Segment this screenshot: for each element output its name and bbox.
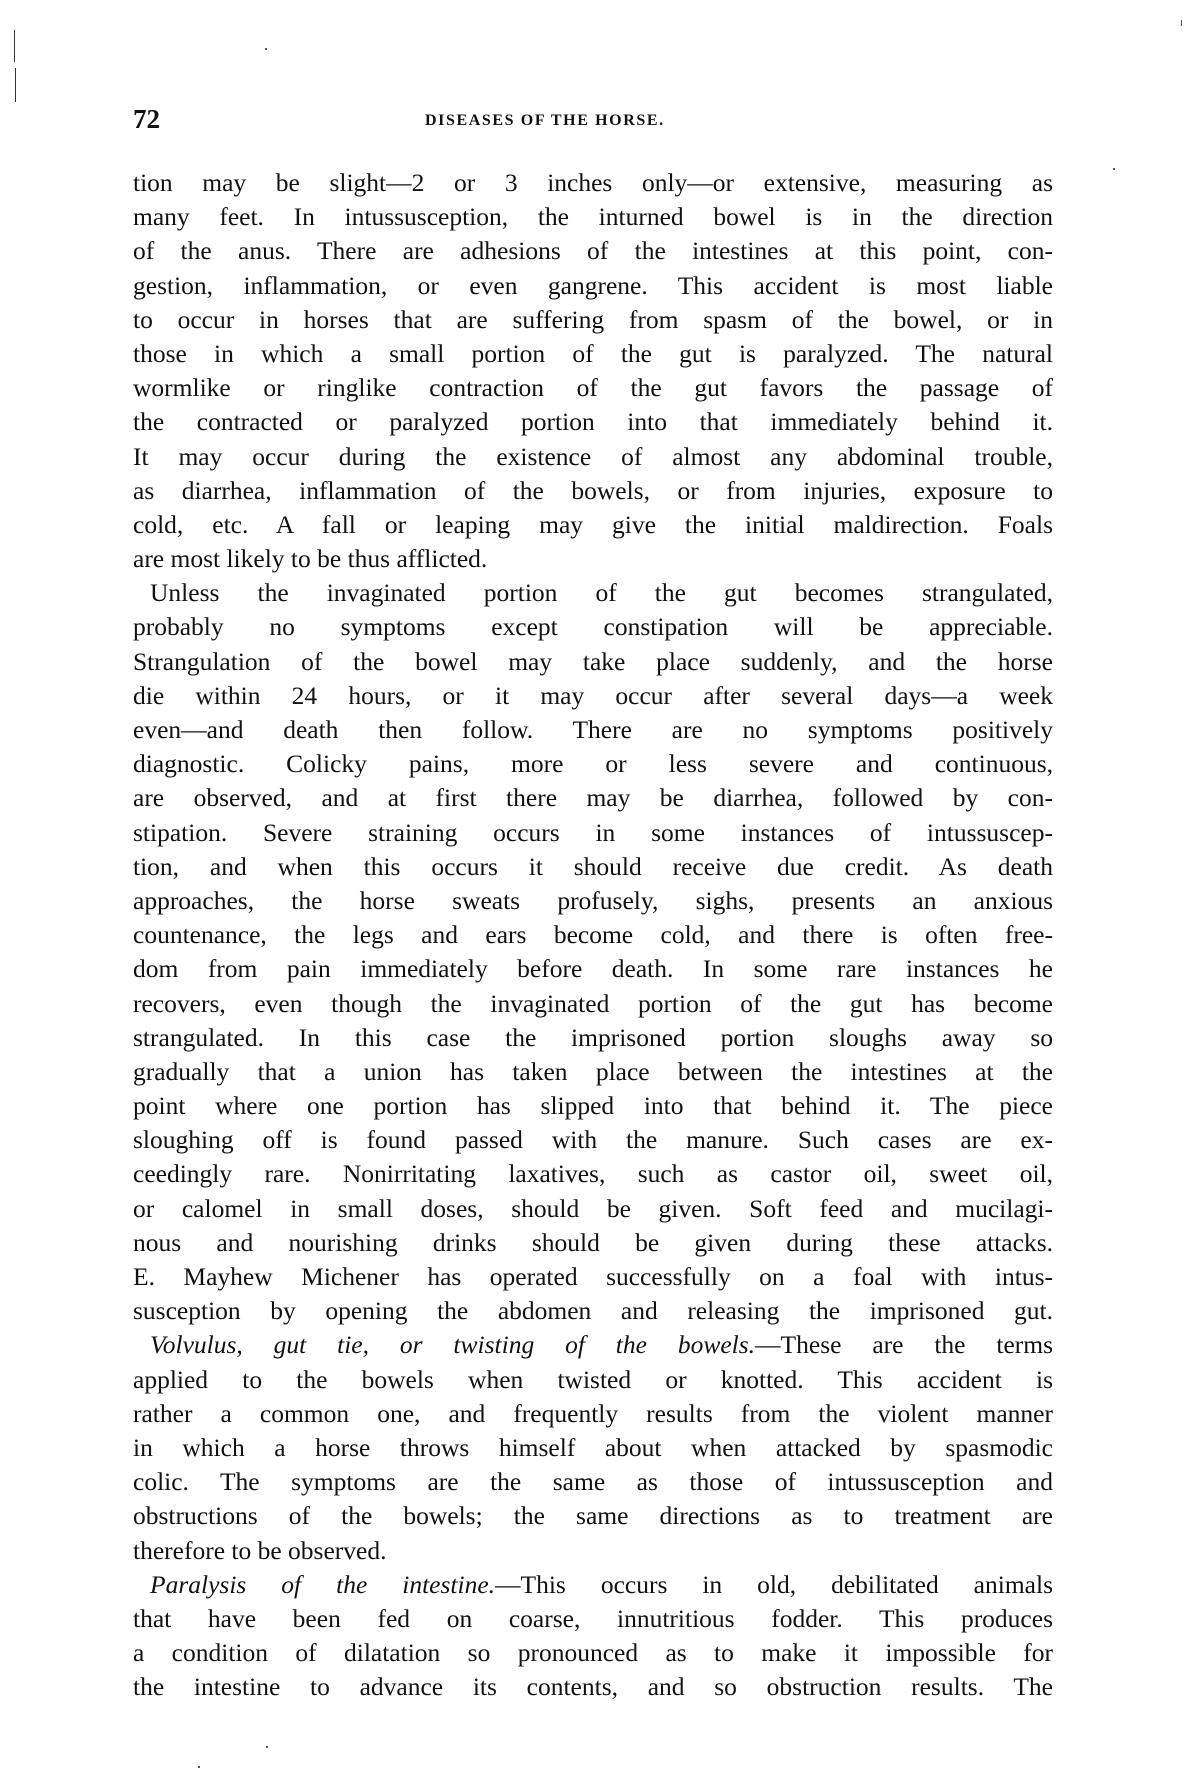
- text-line: susception by opening the abdomen and releasing the imprisoned gut.: [133, 1296, 1053, 1326]
- text-line: a condition of dilatation so pronounced as to make it impossible for: [133, 1638, 1053, 1668]
- text-line: dom from pain immediately before death. In some rare instances he: [133, 954, 1053, 984]
- text-line: to occur in horses that are suffering from spasm of the bowel, or in: [133, 304, 1053, 334]
- scan-speck: [1181, 20, 1182, 26]
- text-line: approaches, the horse sweats profusely, sighs, presents an anxious: [133, 885, 1053, 915]
- scan-margin-mark: [14, 30, 15, 62]
- section-run-in-heading: Paralysis of the intestine.: [150, 1569, 496, 1599]
- paragraph-start-line: [133, 1568, 1053, 1602]
- text-line: are most likely to be thus afflicted.: [133, 544, 488, 574]
- running-title: DISEASES OF THE HORSE.: [425, 112, 665, 129]
- running-head: [133, 104, 1053, 134]
- text-line: recovers, even though the invaginated portion of the gut has become: [133, 988, 1053, 1018]
- paragraph-start-line: Unless the invaginated portion of the gut becomes strangulated,: [150, 578, 1053, 608]
- text-line: gestion, inflammation, or even gangrene. This accident is most liable: [133, 270, 1053, 300]
- text-line: gradually that a union has taken place between the intestines at the: [133, 1056, 1053, 1086]
- text-line: colic. The symptoms are the same as those of intussusception and: [133, 1467, 1053, 1497]
- text-line: It may occur during the existence of almost any abdominal trouble,: [133, 441, 1053, 471]
- text-line: are observed, and at first there may be diarrhea, followed by con-: [133, 783, 1053, 813]
- text-line: obstructions of the bowels; the same directions as to treatment are: [133, 1501, 1053, 1531]
- text-line: those in which a small portion of the gut is paralyzed. The natural: [133, 338, 1053, 368]
- text-line: point where one portion has slipped into that behind it. The piece: [133, 1091, 1053, 1121]
- scan-speck: [266, 1746, 268, 1748]
- text-line: diagnostic. Colicky pains, more or less severe and continuous,: [133, 749, 1053, 779]
- scan-margin-mark: [15, 68, 16, 102]
- text-line: of the anus. There are adhesions of the intestines at this point, con-: [133, 236, 1053, 266]
- text-line: even—and death then follow. There are no symptoms positively: [133, 715, 1053, 744]
- text-line: that have been fed on coarse, innutritious fodder. This produces: [133, 1603, 1053, 1633]
- text-line: cold, etc. A fall or leaping may give the initial maldirection. Foals: [133, 509, 1053, 539]
- text-line: countenance, the legs and ears become cold, and there is often free-: [133, 920, 1053, 950]
- text-line: tion may be slight—2 or 3 inches only—or extensive, measuring as: [133, 168, 1053, 197]
- paragraph-start-line: [133, 1328, 1053, 1362]
- text-line: probably no symptoms except constipation will be appreciable.: [133, 612, 1053, 642]
- text-line: as diarrhea, inflammation of the bowels, or from injuries, exposure to: [133, 475, 1053, 505]
- text-line: the contracted or paralyzed portion into that immediately behind it.: [133, 407, 1053, 437]
- text-line: rather a common one, and frequently results from the violent manner: [133, 1398, 1053, 1428]
- text-line: in which a horse throws himself about when attacked by spasmodic: [133, 1432, 1053, 1462]
- text-line: nous and nourishing drinks should be given during these attacks.: [133, 1227, 1053, 1257]
- text-line: E. Mayhew Michener has operated successfully on a foal with intus-: [133, 1262, 1053, 1291]
- scan-speck: [1113, 168, 1115, 170]
- text-line: many feet. In intussusception, the inturned bowel is in the direction: [133, 202, 1053, 232]
- text-line: strangulated. In this case the imprisoned portion sloughs away so: [133, 1022, 1053, 1052]
- text-line: therefore to be observed.: [133, 1535, 387, 1565]
- text-run: —These are the terms: [755, 1330, 1054, 1360]
- text-line: ceedingly rare. Nonirritating laxatives, such as castor oil, sweet oil,: [133, 1159, 1053, 1189]
- body-text: [133, 166, 1053, 1704]
- text-line: or calomel in small doses, should be given. Soft feed and mucilagi-: [133, 1193, 1053, 1223]
- text-line: wormlike or ringlike contraction of the gut favors the passage of: [133, 373, 1053, 403]
- page-number: 72: [133, 104, 160, 134]
- text-line: the intestine to advance its contents, and so obstruction results. The: [133, 1672, 1053, 1702]
- scan-speck: [198, 1766, 200, 1768]
- text-line: tion, and when this occurs it should receive due credit. As death: [133, 851, 1053, 881]
- text-line: Strangulation of the bowel may take place suddenly, and the horse: [133, 646, 1053, 676]
- text-run: —This occurs in old, debilitated animals: [495, 1569, 1053, 1599]
- text-line: applied to the bowels when twisted or knotted. This accident is: [133, 1364, 1053, 1394]
- text-line: die within 24 hours, or it may occur after several days—a week: [133, 680, 1053, 710]
- text-line: stipation. Severe straining occurs in some instances of intussuscep-: [133, 817, 1053, 847]
- section-run-in-heading: Volvulus, gut tie, or twisting of the bowels.: [150, 1330, 756, 1360]
- text-line: sloughing off is found passed with the manure. Such cases are ex-: [133, 1125, 1053, 1155]
- scan-speck: [265, 48, 267, 50]
